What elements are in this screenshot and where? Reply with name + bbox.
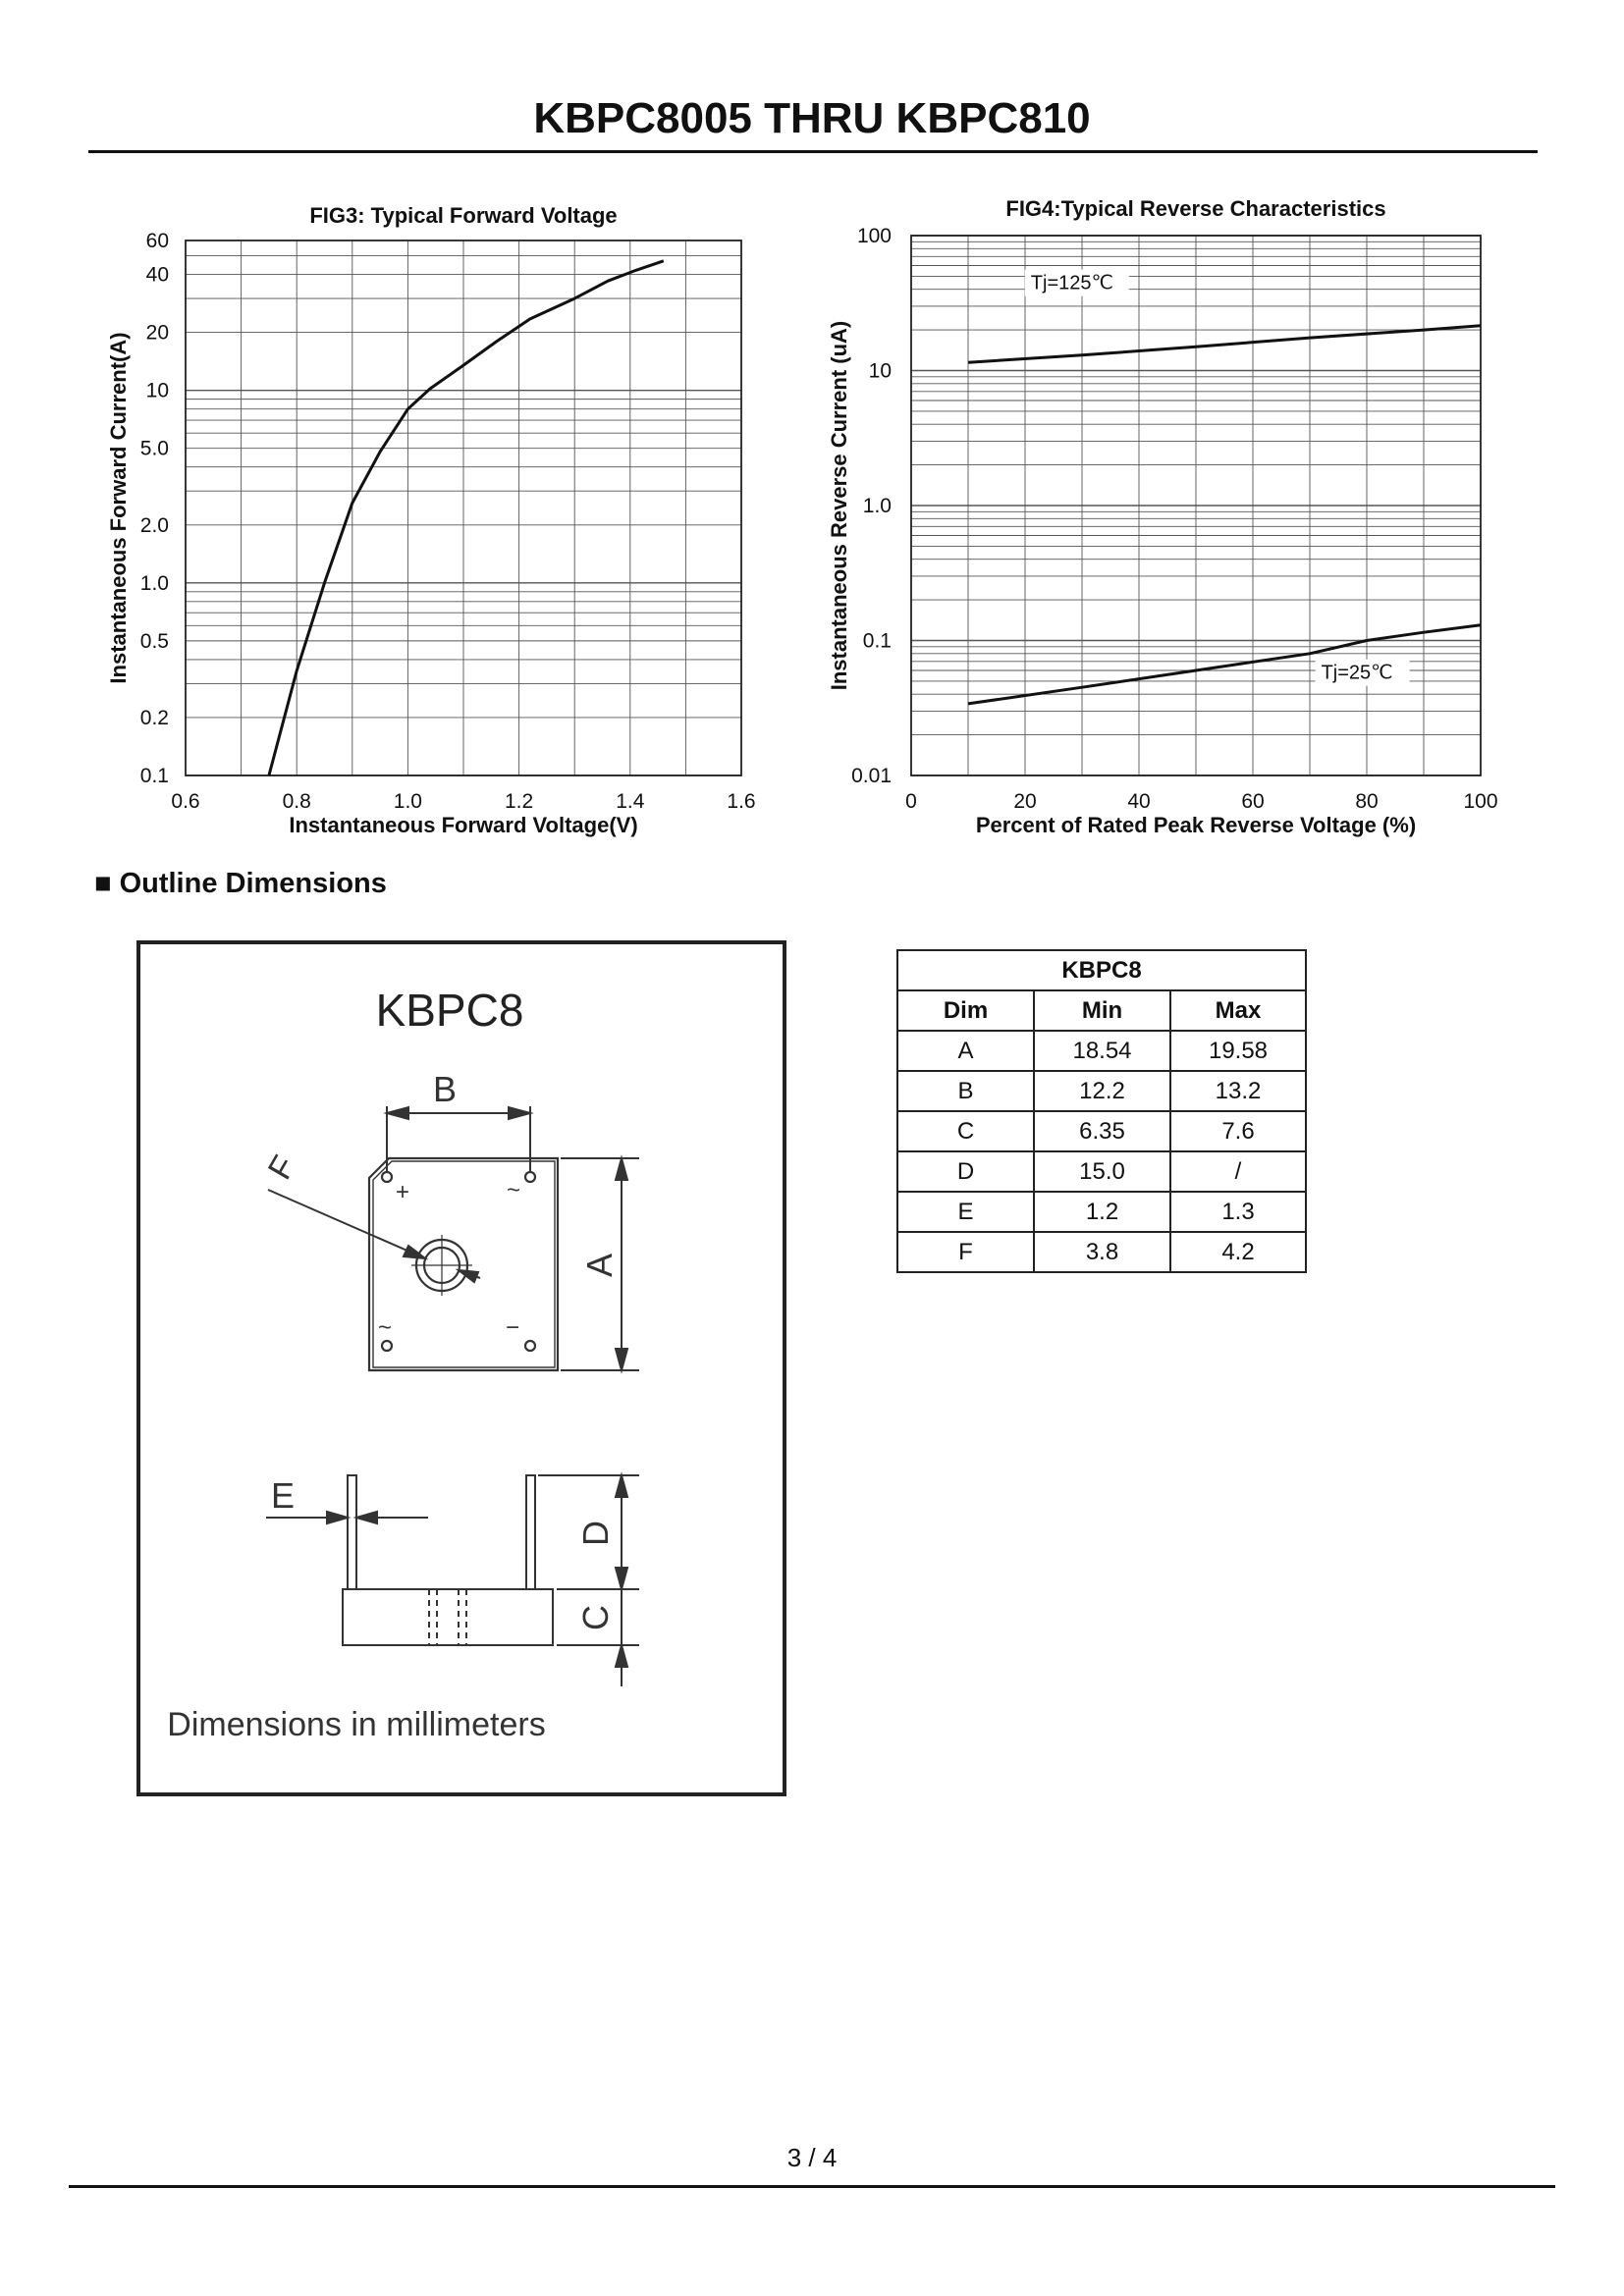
- y-tick-label: 100: [856, 225, 892, 247]
- y-tick-label: 0.1: [862, 629, 892, 653]
- package-side-body: [343, 1589, 553, 1645]
- table-header-cell: Max: [1170, 990, 1306, 1031]
- y-tick-label: 60: [145, 230, 169, 252]
- x-tick-label: 1.0: [393, 790, 423, 813]
- y-tick-label: 20: [145, 321, 169, 345]
- table-cell: F: [897, 1232, 1034, 1272]
- outline-drawing-frame: [136, 940, 786, 1796]
- x-tick-label: 100: [1463, 790, 1498, 813]
- table-header-cell: Min: [1034, 990, 1170, 1031]
- table-cell: E: [897, 1192, 1034, 1232]
- table-row: [897, 1111, 1306, 1151]
- table-cell: 12.2: [1034, 1071, 1170, 1111]
- x-axis-label: Percent of Rated Peak Reverse Voltage (%): [975, 813, 1417, 837]
- chart-title: FIG3: Typical Forward Voltage: [309, 203, 618, 228]
- table-cell: /: [1170, 1151, 1306, 1192]
- table-cell: A: [897, 1031, 1034, 1071]
- y-tick-label: 1.0: [862, 495, 892, 517]
- x-tick-label: 60: [1241, 790, 1265, 813]
- dim-label-e: E: [270, 1475, 296, 1516]
- y-tick-label: 0.01: [851, 765, 892, 787]
- table-row: [897, 1232, 1306, 1272]
- dimensions-table: [896, 949, 1307, 1273]
- y-tick-label: 0.5: [139, 629, 169, 653]
- table-cell: D: [897, 1151, 1034, 1192]
- y-tick-label: 0.2: [139, 706, 169, 729]
- series-label: Tj=25℃: [1321, 662, 1393, 684]
- y-tick-label: 40: [145, 263, 169, 287]
- series-line: [968, 326, 1481, 362]
- y-axis-label: Instantaneous Forward Current(A): [106, 332, 131, 684]
- dim-label-f: F: [260, 1149, 304, 1186]
- y-tick-label: 10: [868, 359, 892, 383]
- fig4-reverse-characteristics-chart: [825, 187, 1542, 844]
- table-cell: 4.2: [1170, 1232, 1306, 1272]
- y-tick-label: 10: [145, 379, 169, 402]
- y-tick-label: 1.0: [139, 571, 169, 595]
- table-cell: 1.2: [1034, 1192, 1170, 1232]
- lead-left: [348, 1475, 356, 1589]
- dim-label-c: C: [575, 1605, 616, 1630]
- page-number: 3 / 4: [786, 2143, 838, 2172]
- table-row: [897, 1192, 1306, 1232]
- x-tick-label: 80: [1355, 790, 1379, 813]
- chart-title: FIG4:Typical Reverse Characteristics: [1005, 196, 1386, 221]
- package-outline-drawing: [140, 944, 783, 1792]
- document-title: KBPC8005 THRU KBPC810: [533, 94, 1091, 142]
- x-tick-label: 0: [905, 790, 917, 813]
- table-cell: 18.54: [1034, 1031, 1170, 1071]
- package-name: KBPC8: [375, 985, 524, 1036]
- dim-label-d: D: [575, 1521, 616, 1546]
- table-row: [897, 1071, 1306, 1111]
- table-cell: 6.35: [1034, 1111, 1170, 1151]
- table-cell: 3.8: [1034, 1232, 1170, 1272]
- fig3-forward-voltage-chart: [98, 187, 766, 844]
- y-axis-label: Instantaneous Reverse Current (uA): [827, 320, 851, 691]
- table-header-cell: Dim: [897, 990, 1034, 1031]
- pin-mark-minus: −: [506, 1314, 520, 1341]
- y-tick-label: 0.1: [139, 765, 169, 787]
- y-tick-label: 2.0: [139, 513, 169, 537]
- x-tick-label: 1.6: [727, 790, 756, 813]
- dimensions-caption: Dimensions in millimeters: [167, 1706, 546, 1743]
- x-tick-label: 0.6: [171, 790, 200, 813]
- series-label: Tj=125℃: [1030, 272, 1113, 294]
- table-row: [897, 1031, 1306, 1071]
- table-cell: 19.58: [1170, 1031, 1306, 1071]
- table-cell: 15.0: [1034, 1151, 1170, 1192]
- table-title: KBPC8: [897, 950, 1306, 990]
- dim-label-b: B: [432, 1069, 458, 1109]
- pin-mark-ac: ~: [378, 1314, 393, 1341]
- series-line: [269, 261, 664, 775]
- pin-mark-ac: ~: [507, 1177, 521, 1203]
- pin-hole: [382, 1172, 392, 1182]
- table-cell: B: [897, 1071, 1034, 1111]
- table-header-row: [897, 990, 1306, 1031]
- x-tick-label: 0.8: [282, 790, 311, 813]
- x-tick-label: 1.2: [504, 790, 534, 813]
- table-cell: 1.3: [1170, 1192, 1306, 1232]
- table-cell: C: [897, 1111, 1034, 1151]
- outline-heading: ■ Outline Dimensions: [94, 868, 387, 899]
- dim-label-a: A: [579, 1253, 620, 1278]
- pin-mark-plus: +: [396, 1179, 410, 1205]
- y-tick-label: 5.0: [139, 437, 169, 460]
- table-row: [897, 1151, 1306, 1192]
- x-axis-label: Instantaneous Forward Voltage(V): [289, 813, 638, 837]
- table-cell: 7.6: [1170, 1111, 1306, 1151]
- table-cell: 13.2: [1170, 1071, 1306, 1111]
- x-tick-label: 20: [1013, 790, 1037, 813]
- x-tick-label: 1.4: [616, 790, 645, 813]
- x-tick-label: 40: [1127, 790, 1151, 813]
- footer-divider: [69, 2185, 1555, 2188]
- lead-right: [526, 1475, 535, 1589]
- title-divider: [88, 150, 1538, 153]
